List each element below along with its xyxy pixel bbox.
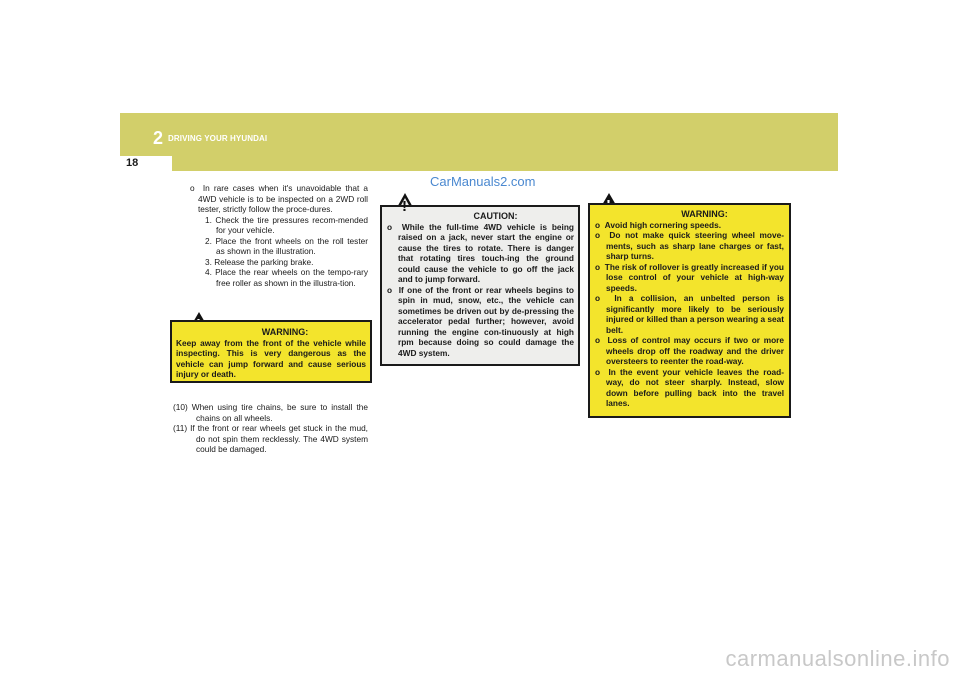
numbered-note: (10) When using tire chains, be sure to install the chains on all wheels.	[173, 402, 368, 423]
warning-item: o In the event your vehicle leaves the road-way, do not steer sharply. Instead, slow down before pulling back into the travel lanes.	[595, 366, 784, 408]
warning-item: o The risk of rollover is greatly increased if you lose control of your vehicle at high-way speeds.	[595, 261, 784, 293]
footer-watermark: carmanualsonline.info	[725, 646, 950, 671]
numbered-note: (11) If the front or rear wheels get stuck in the mud, do not spin them recklessly. The 4WD system could be damaged.	[173, 423, 368, 454]
warning-item: o In a collision, an unbelted person is significantly more likely to be seriously injured or killed than a person wearing a seat belt.	[595, 293, 784, 335]
page-number: 18	[120, 156, 172, 171]
warning-title: WARNING:	[681, 209, 728, 219]
caution-title: CAUTION:	[473, 211, 518, 221]
tire-chain-notes	[173, 402, 368, 455]
procedure-step: 1. Check the tire pressures recom-mended for your vehicle.	[205, 214, 368, 235]
warning-item: o Avoid high cornering speeds.	[595, 219, 722, 230]
section-title: DRIVING YOUR HYUNDAI	[168, 134, 268, 143]
procedure-step: 2. Place the front wheels on the roll tester as shown in the illustration.	[205, 235, 368, 256]
caution-icon: !	[390, 193, 420, 220]
caution-item: o If one of the front or rear wheels begins to spin in mud, snow, etc., the vehicle can sometimes be driven out by de-pressing the accelerator pedal further; however, avoid running the engine con-tinuously at high rpm because doing so could damage the 4WD system.	[387, 284, 574, 358]
warning-box-rollover	[588, 203, 791, 418]
section-number: 2	[153, 128, 164, 148]
watermark-link[interactable]: CarManuals2.com	[430, 174, 536, 189]
procedure-step: 4. Place the rear wheels on the tempo-rary free roller as shown in the illustra-tion.	[205, 267, 368, 288]
intro-bullet: o In rare cases when it's unavoidable that a 4WD vehicle is to be inspected on a 2WD roll tester, strictly follow the proce-dures.	[190, 183, 368, 214]
procedure-column	[173, 183, 368, 288]
warning-item: o Loss of control may occurs if two or more wheels drop off the roadway and the driver oversteers to reenter the road-way.	[595, 335, 784, 366]
procedure-step: 3. Release the parking brake.	[205, 256, 314, 267]
caution-item: o While the full-time 4WD vehicle is being raised on a jack, never start the engine or cause the tires to rotate. There is danger that rotating tires touch-ing the ground could cause the vehicle to go off the jack and to jump forward.	[387, 221, 574, 284]
warning-item: o Do not make quick steering wheel move-ments, such as sharp lane charges or fast, sharp turns.	[595, 230, 784, 261]
caution-box-4wd	[380, 205, 580, 366]
warning-text: Keep away from the front of the vehicle while inspecting. This is very dangerous as the vehicle can jump forward and cause serious injury or death.	[176, 337, 366, 379]
warning-box-inspection	[170, 320, 372, 383]
warning-title: WARNING:	[261, 327, 309, 337]
